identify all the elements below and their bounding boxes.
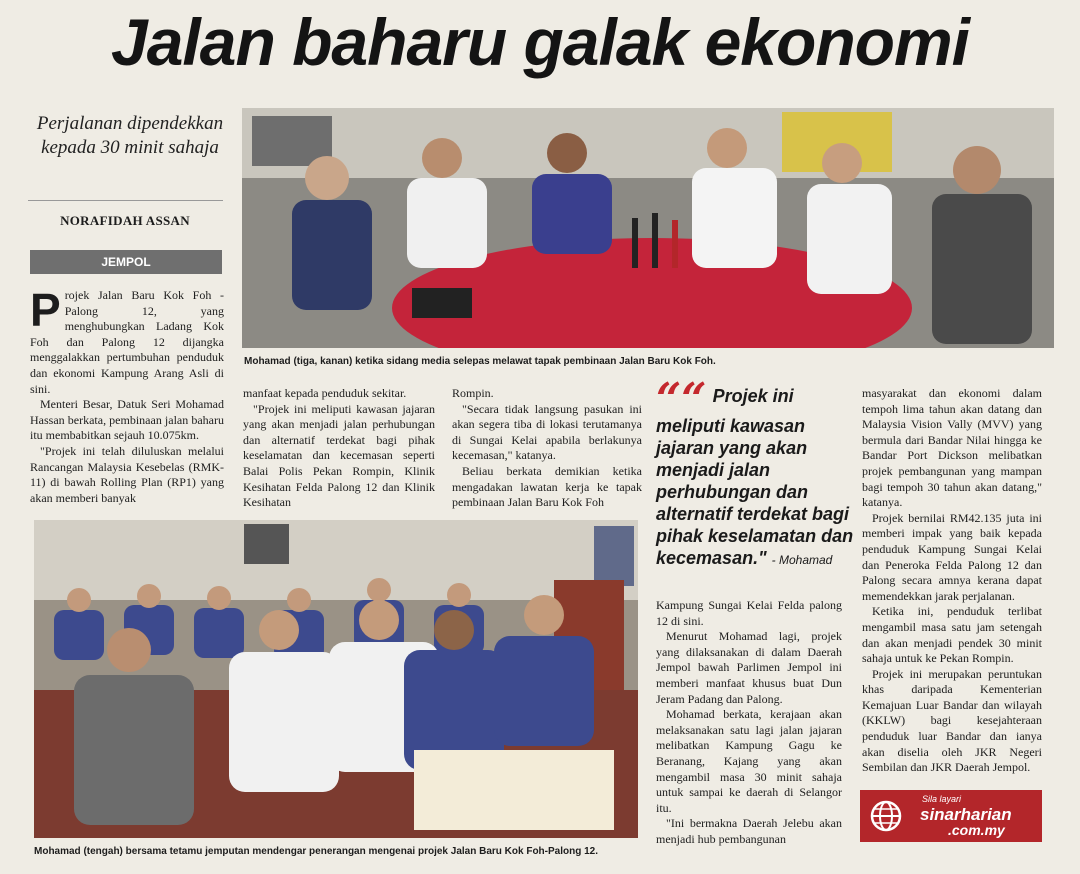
article-paragraph: Projek ini merupakan peruntukan khas daripada Kementerian Kemajuan Luar Bandar dan wilayah (KKLW) bagi kesejahteraan penduduk luar Bandar dan ianya akan diselia oleh JKR Negeri Sembilan dan JKR Daerah Jempol. [862,666,1042,775]
article-paragraph: manfaat kepada penduduk sekitar. [243,386,407,400]
pull-quote [656,374,854,571]
article-column-4 [656,598,842,848]
press-conference-photo [242,108,1054,348]
quote-marks-icon: ““ [656,374,707,425]
article-paragraph: Mohamad berkata, kerajaan akan melaksanakan satu lagi jalan jajaran melibatkan Kampung Gagu ke Beranang, Kajang yang akan mengambil masa 30 minit sahaja untuk sampai ke daerah di Selangor itu. [656,707,842,815]
article-paragraph: Projek bernilai RM42.135 juta ini memberi impak yang baik kepada penduduk Kampung Sungai Kelai dan Peneroka Felda Palong 12 dan Palong secara amnya kerana dapat memendekkan jarak perjalanan. [862,510,1042,603]
article-paragraph: Ketika ini, penduduk terlibat mengambil masa satu jam setengah dan akan menjadi pendek 30 minit sahaja untuk ke Pekan Rompin. [862,604,1042,666]
audience-illustration [34,520,638,838]
banner-site: sinarharian [920,805,1012,824]
article-paragraph: Kampung Sungai Kelai Felda palong 12 di sini. [656,598,842,628]
pull-quote-author: - Mohamad [771,553,833,567]
audience-photo [34,520,638,838]
banner-domain: .com.my [948,822,1005,838]
article-paragraph: "Projek ini telah diluluskan melalui Rancangan Malaysia Kesebelas (RMK-11) di bawah Rolling Plan (RP1) yang akan memberi banyak [30,443,224,505]
article-column-2 [243,386,435,511]
divider [28,200,223,201]
article-paragraph: Menurut Mohamad lagi, projek yang dilaksanakan di dalam Daerah Jempol bawah Parlimen Jempol ini memberi manfaat khusus buat Dun Jeram Padang dan Palong. [656,629,842,706]
article-paragraph: rojek Jalan Baru Kok Foh - Palong 12, yang menghubungkan Ladang Kok Foh dan Palong 12 dijangka menggalakkan pertumbuhan penduduk dan ekonomi Kampung Arang Asli di sini. [30,288,224,396]
article-paragraph: Menteri Besar, Datuk Seri Mohamad Hassan berkata, pembinaan jalan baharu itu membabitkan sejauh 10.075km. [30,397,224,443]
subheadline: Perjalanan dipendekkan kepada 30 minit sahaja [36,113,224,158]
article-paragraph: Rompin. [452,386,494,400]
photo2-caption: Mohamad (tengah) bersama tetamu jemputan mendengar penerangan mengenai projek Jalan Baru Kok Foh-Palong 12. [34,846,599,857]
press-conference-illustration [242,108,1054,348]
article-paragraph: "Secara tidak langsung pasukan ini akan segera tiba di lokasi terutamanya di Sungai Kelai apabila berlakunya kecemasan," katanya. [452,401,642,463]
article-paragraph: "Ini bermakna Daerah Jelebu akan menjadi hub pembangunan [656,816,842,846]
article-column-1 [30,284,224,506]
article-paragraph: Beliau berkata demikian ketika mengadakan lawatan kerja ke tapak pembinaan Jalan Baru Kok Foh [452,463,642,510]
globe-icon [870,800,902,832]
headline: Jalan baharu galak ekonomi [111,5,969,79]
article-column-5 [862,386,1042,776]
pull-quote-text: Projek ini meliputi kawasan jajaran yang akan menjadi jalan perhubungan dan alternatif terdekat bagi pihak keselamatan dan kecemasan." [656,386,854,568]
section-location-bar: JEMPOL [30,250,222,274]
banner-prefix: Sila layari [922,794,962,804]
drop-cap: P [30,284,61,336]
article-paragraph: masyarakat dan ekonomi dalam tempoh lima tahun akan datang dan Malaysia Vision Vally (MVV) yang bermula dari Bandar Nilai hingga ke Bandar Port Dickson melibatkan projek pembangunan yang mampan bagi tempoh 30 tahun akan datang," katanya. [862,386,1042,510]
byline: NORAFIDAH ASSAN [60,213,190,228]
article-paragraph: "Projek ini meliputi kawasan jajaran yang akan menjadi jalan perhubungan dan alternatif terdekat bagi pihak keselamatan dan kecemasan seperti Balai Polis Pekan Rompin, Klinik Kesihatan Felda Palong 12 dan Klinik Kesihatan [243,401,435,510]
photo1-caption: Mohamad (tiga, kanan) ketika sidang media selepas melawat tapak pembinaan Jalan Baru Kok Foh. [244,356,716,367]
sinarharian-banner[interactable] [860,790,1042,842]
article-column-3 [452,386,642,511]
